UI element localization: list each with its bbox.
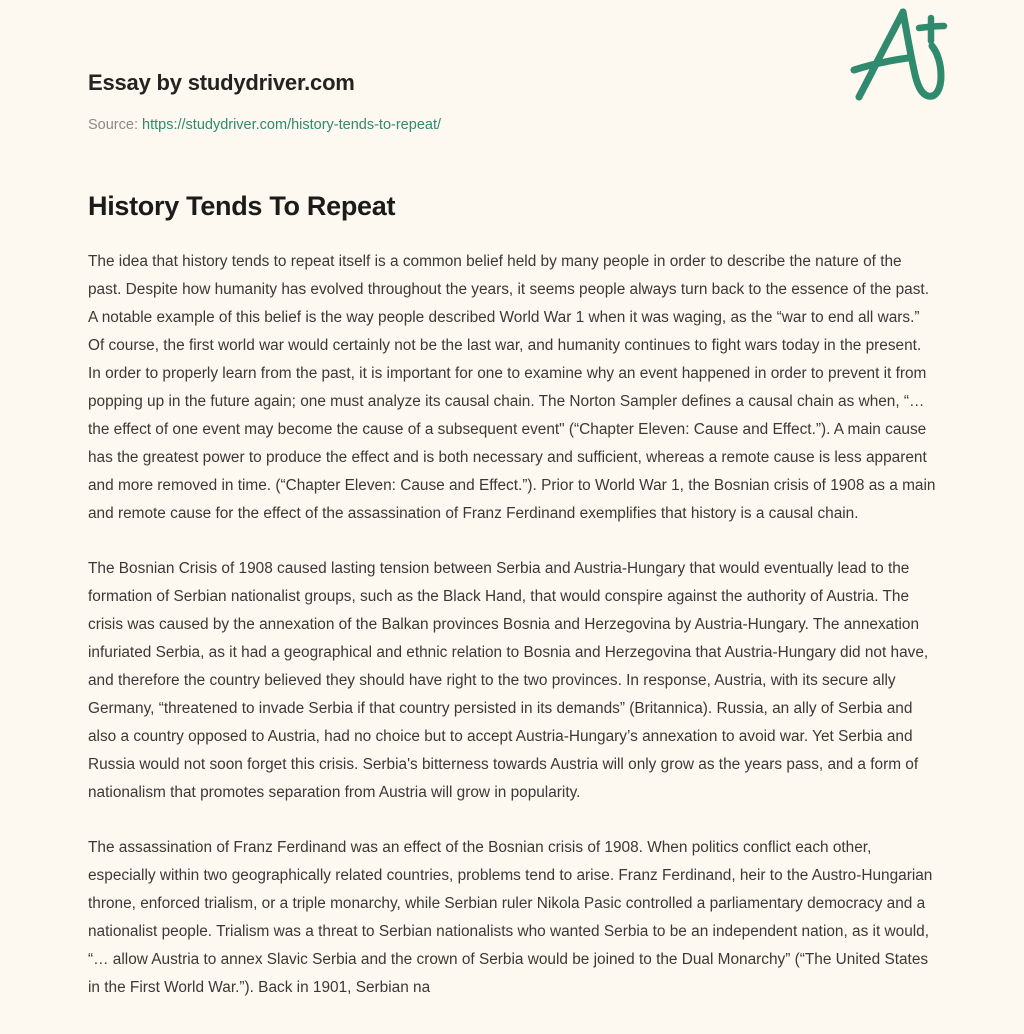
- page-header: [88, 0, 936, 133]
- paragraph: The idea that history tends to repeat itself is a common belief held by many people in order to describe the nature of the past. Despite how humanity has evolved throughout the years, it seems people always turn back to the essence of the past. A notable example of this belief is the way people described World War 1 when it was waging, as the “war to end all wars.” Of course, the first world war would certainly not be the last war, and humanity continues to fight wars today in the present. In order to properly learn from the past, it is important for one to examine why an event happened in order to prevent it from popping up in the future again; one must analyze its causal chain. The Norton Sampler defines a causal chain as when, “… the effect of one event may become the cause of a subsequent event" (“Chapter Eleven: Cause and Effect.”). A main cause has the greatest power to produce the effect and is both necessary and sufficient, whereas a remote cause is less apparent and more removed in time. (“Chapter Eleven: Cause and Effect.”). Prior to World War 1, the Bosnian crisis of 1908 as a main and remote cause for the effect of the assassination of Franz Ferdinand exemplifies that history is a causal chain.: [88, 252, 936, 522]
- brand-title: Essay by studydriver.com: [88, 70, 355, 95]
- source-line: [88, 118, 936, 133]
- source-url-link[interactable]: https://studydriver.com/history-tends-to-repeat/: [142, 117, 442, 133]
- paragraph: The assassination of Franz Ferdinand was an effect of the Bosnian crisis of 1908. When politics conflict each other, especially within two geographically related countries, problems tend to arise. Franz Ferdinand, heir to the Austro-Hungarian throne, enforced trialism, or a triple monarchy, while Serbian ruler Nikola Pasic controlled a parliamentary democracy and a nationalist people. Trialism was a threat to Serbian nationalists who wanted Serbia to be an independent nation, as it would, “… allow Austria to annex Slavic Serbia and the crown of Serbia would be joined to the Dual Monarchy” (“The United States in the First World War.”). Back in 1901, Serbian na: [88, 838, 933, 996]
- page-title: History Tends To Repeat: [88, 191, 396, 221]
- source-label: Source:: [88, 117, 138, 133]
- paragraph: The Bosnian Crisis of 1908 caused lasting tension between Serbia and Austria-Hungary that would eventually lead to the formation of Serbian nationalist groups, such as the Black Hand, that would conspire against the authority of Austria. The crisis was caused by the annexation of the Balkan provinces Bosnia and Herzegovina by Austria-Hungary. The annexation infuriated Serbia, as it had a geographical and ethnic relation to Bosnia and Herzegovina that Austria-Hungary did not have, and therefore the country believed they should have right to the two provinces. In response, Austria, with its secure ally Germany, “threatened to invade Serbia if that country persisted in its demands” (Britannica). Russia, an ally of Serbia and also a country opposed to Austria, had no choice but to accept Austria-Hungary’s annexation to avoid war. Yet Serbia and Russia would not soon forget this crisis. Serbia's bitterness towards Austria will only grow as the years pass, and a form of nationalism that promotes separation from Austria will grow in popularity.: [88, 559, 929, 801]
- essay-body: [88, 222, 936, 1002]
